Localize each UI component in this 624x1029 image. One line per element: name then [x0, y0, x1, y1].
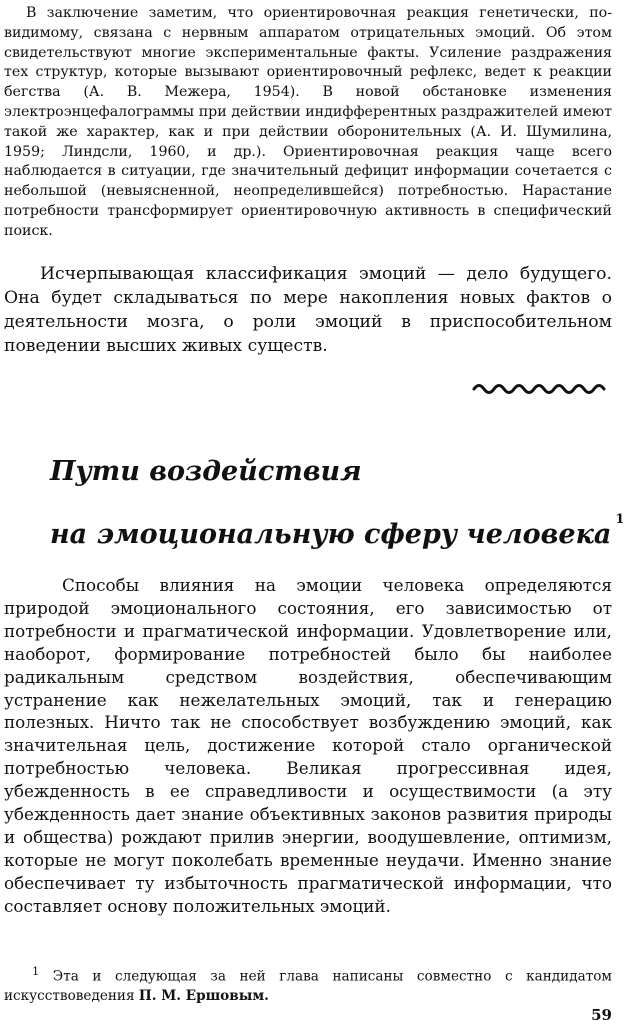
paragraph-classification: Исчерпывающая классификация эмоций — дело будущего. Она будет складываться по мере накопления новых фактов о деятельности мозга, о роли эмоций в приспособительном поведении высших живых существ. — [4, 264, 612, 356]
footnote — [4, 962, 612, 1006]
paragraph-orienting-reaction: В заключение заметим, что ориентировочная реакция генетически, по-видимому, связана с нервным аппаратом отрицательных эмоций. Об этом свидетельствуют многие экспериментальные факты. Усиление раздражения тех структур, которые вызывают ориентировочный рефлекс, ведет к реакции бегства (А. В. Межера, 1954). В новой обстановке изменения электроэнцефалограммы при действии индифферентных раздражителей имеют такой же характер, как и при действии оборонительных (А. И. Шумилина, 1959; Линдсли, 1960, и др.). Ориентировочная реакция чаще всего наблюдается в ситуации, где значительный дефицит информации сочетается с небольшой (невыясненной, неопределившейся) потребностью. Нарастание потребности трансформирует ориентировочную активность в специфический поиск. — [4, 5, 612, 239]
footnote-author: П. М. Ершовым. — [138, 987, 269, 1004]
heading-line-1: Пути воздействия — [50, 456, 362, 487]
wavy-divider — [472, 378, 608, 396]
page-number: 59 — [591, 1006, 612, 1024]
footnote-text: Эта и следующая за ней глава написаны совместно с кандидатом искусствоведения — [4, 968, 612, 1004]
chapter-heading — [50, 448, 624, 559]
heading-line-2-text: на эмоциональную сферу человека — [50, 519, 612, 550]
heading-footnote-ref[interactable]: 1 — [615, 512, 624, 527]
heading-line-2 — [50, 496, 624, 559]
paragraph-influence-methods: Способы влияния на эмоции человека определяются природой эмоционального состояния, его зависимостью от потребности и прагматической информации. Удовлетворение или, наоборот, формирование потребностей было бы наиболее радикальным средством воздействия, обеспечивающим устранение как нежелательных эмоций, так и генерацию полезных. Ничто так не способствует возбуждению эмоций, как значительная цель, достижение которой стало органической потребностью человека. Великая прогрессивная идея, убежденность в ее справедливости и осуществимости (а эту убежденность дает знание объективных законов развития природы и общества) рождают прилив энергии, воодушевление, оптимизм, которые не могут поколебать временные неудачи. Именно знание обеспечивает ту избыточность прагматической информации, что составляет основу положительных эмоций. — [4, 575, 612, 916]
footnote-marker: 1 — [32, 964, 40, 978]
